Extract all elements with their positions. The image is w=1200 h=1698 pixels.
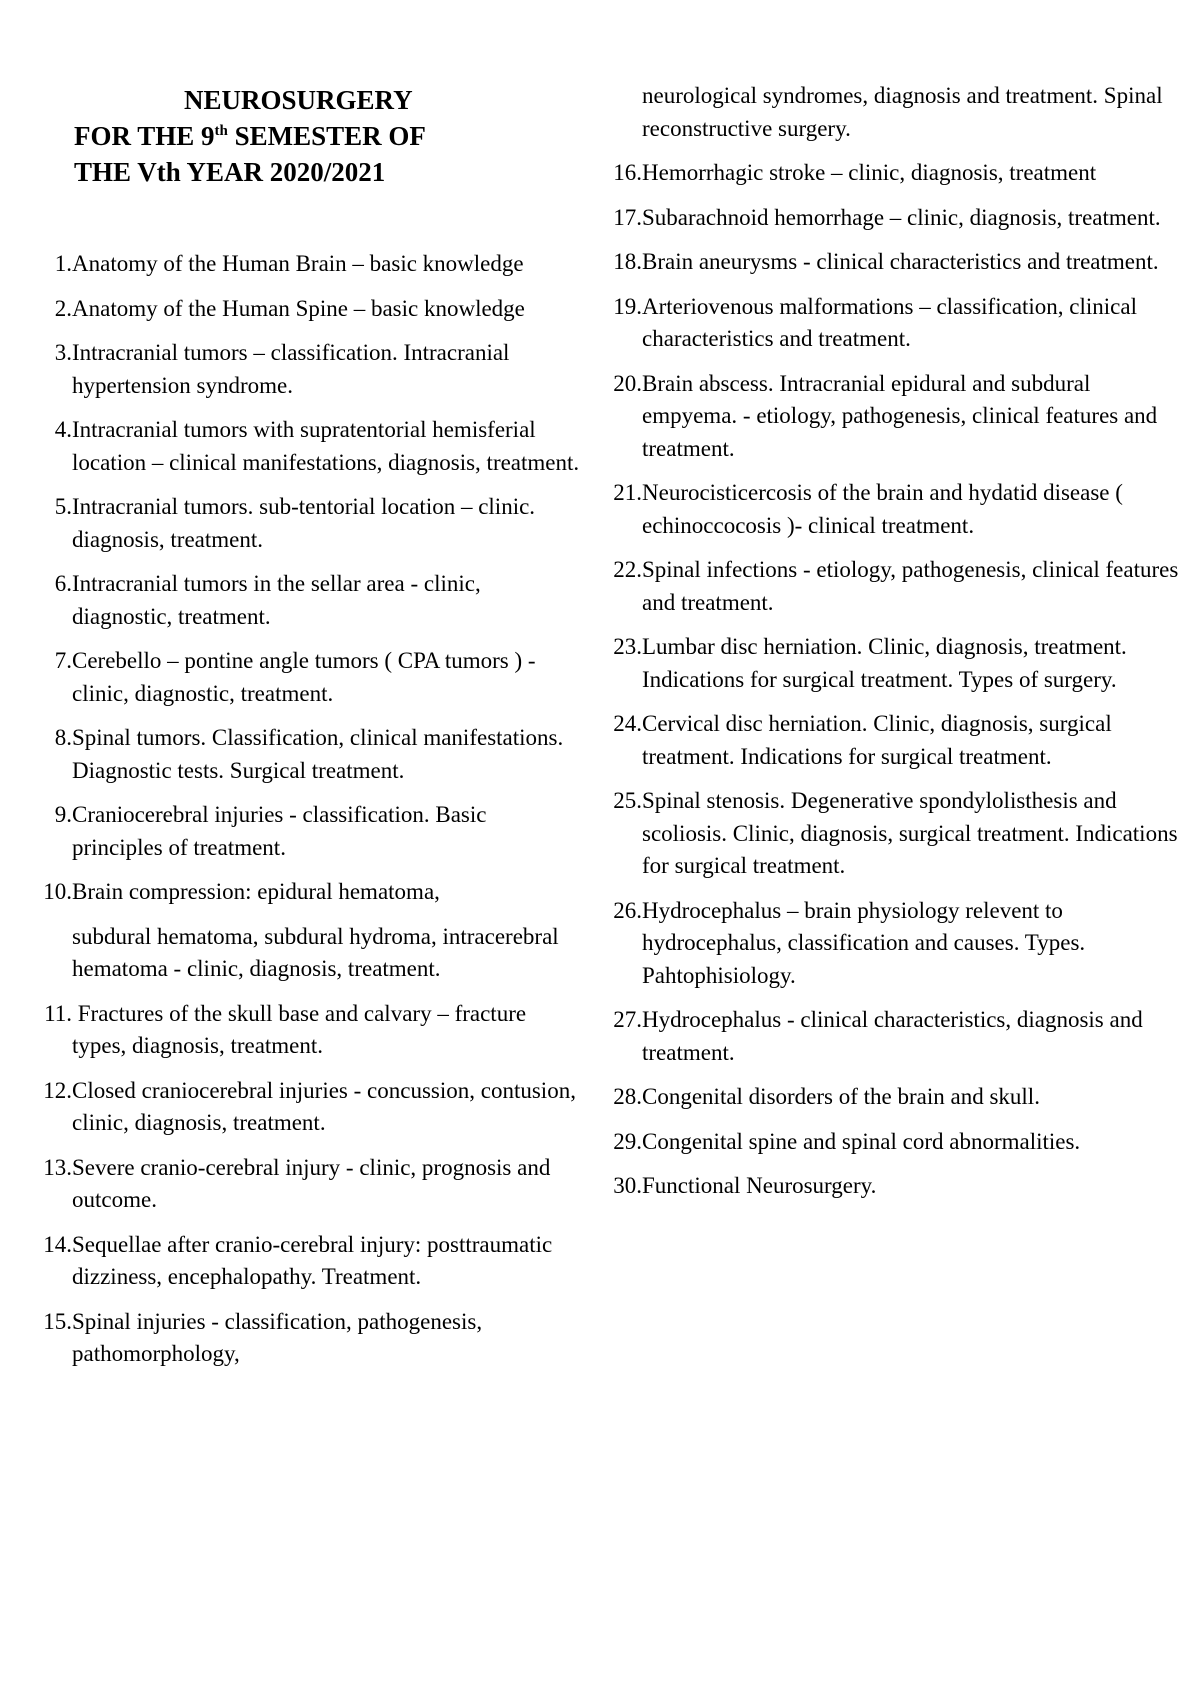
item-text: Intracranial tumors with supratentorial hemisferial location – clinical manifestations, diagnosis, treatment. (72, 417, 580, 475)
item-text: Hydrocephalus – brain physiology relevent to hydrocephalus, classification and causes. Types. Pahtophisiology. (642, 897, 1086, 988)
item-number: 18. (613, 249, 642, 274)
item-text: Spinal infections - etiology, pathogenesis, clinical features and treatment. (642, 557, 1179, 615)
item-text: Sequellae after cranio-cerebral injury: posttraumatic dizziness, encephalopathy. Treatment. (72, 1231, 553, 1289)
list-item (20, 722, 580, 787)
list-item (590, 708, 1180, 773)
item-number: 12. (43, 1077, 72, 1103)
list-item (590, 895, 1180, 993)
list-item (20, 491, 580, 556)
list-item (590, 1170, 1180, 1203)
list-item (590, 1126, 1180, 1159)
item-number: 29. (613, 1128, 642, 1154)
item-number: 26. (613, 897, 642, 923)
item-text: Congenital disorders of the brain and skull. (642, 1084, 1040, 1109)
item-number: 3. (54, 340, 72, 365)
item-number: 20. (613, 370, 642, 396)
item-text: Cervical disc herniation. Clinic, diagnosis, surgical treatment. Indications for surgical treatment. (642, 711, 1112, 769)
list-item (20, 293, 580, 326)
item-number: 9. (54, 802, 72, 827)
list-item (590, 631, 1180, 696)
item-number: 14. (43, 1231, 72, 1257)
list-item (20, 876, 580, 986)
item-text: Intracranial tumors. sub-tentorial location – clinic. diagnosis, treatment. (72, 494, 536, 552)
topic-list-right (590, 80, 1180, 1215)
item-text: Spinal injuries - classification, pathogenesis, pathomorphology, (72, 1308, 483, 1366)
list-item (20, 1306, 580, 1371)
item-number: 2. (54, 295, 72, 321)
title-line-3: THE Vth YEAR 2020/2021 (74, 157, 386, 187)
item-text: Fractures of the skull base and calvary – fracture types, diagnosis, treatment. (72, 1000, 532, 1058)
item-number: 30. (613, 1173, 642, 1198)
list-item (590, 1004, 1180, 1069)
list-item (590, 291, 1180, 356)
list-item (590, 1081, 1180, 1114)
item-number: 5. (54, 494, 72, 519)
item-number: 21. (613, 480, 642, 505)
list-item (20, 414, 580, 479)
item-text: Congenital spine and spinal cord abnormalities. (642, 1128, 1081, 1154)
list-item (590, 246, 1180, 279)
item-text: Cerebello – pontine angle tumors ( CPA tumors ) - clinic, diagnostic, treatment. (72, 648, 536, 706)
list-item (590, 368, 1180, 466)
list-item (590, 157, 1180, 190)
item-text: Spinal tumors. Classification, clinical manifestations. Diagnostic tests. Surgical treatment. (72, 725, 564, 783)
item-number: 17. (613, 204, 642, 230)
item-number: 13. (43, 1154, 72, 1180)
item-text: Closed craniocerebral injuries - concussion, contusion, clinic, diagnosis, treatment. (72, 1077, 576, 1135)
item-text: Hydrocephalus - clinical characteristics, diagnosis and treatment. (642, 1007, 1143, 1065)
title-line-2 (74, 118, 554, 154)
item-text: Hemorrhagic stroke – clinic, diagnosis, treatment (642, 160, 1097, 185)
item-text: Arteriovenous malformations – classification, clinical characteristics and treatment. (642, 293, 1137, 351)
item-text: Intracranial tumors in the sellar area - clinic, diagnostic, treatment. (72, 571, 481, 629)
item-number: 11. (44, 1000, 72, 1026)
item-number: 22. (613, 557, 642, 582)
item-number: 10. (43, 879, 72, 904)
list-item (20, 645, 580, 710)
item-number: 28. (613, 1084, 642, 1109)
title-ordinal-suffix: th (214, 123, 228, 139)
item-15-continuation: neurological syndromes, diagnosis and treatment. Spinal reconstructive surgery. (642, 83, 1163, 141)
item-number: 24. (613, 711, 642, 736)
item-number: 23. (613, 634, 642, 659)
item-number: 6. (54, 571, 72, 596)
item-text: Anatomy of the Human Brain – basic knowledge (72, 251, 524, 276)
item-text: Brain abscess. Intracranial epidural and subdural empyema. - etiology, pathogenesis, clinical features and treatment. (642, 370, 1158, 461)
list-item (20, 799, 580, 864)
item-text-line-1: Brain compression: epidural hematoma, (72, 879, 440, 904)
list-item (20, 568, 580, 633)
list-item (20, 337, 580, 402)
item-text: Severe cranio-cerebral injury - clinic, prognosis and outcome. (72, 1154, 551, 1212)
item-number: 15. (43, 1308, 72, 1334)
list-item (20, 248, 580, 281)
item-text-line-2: subdural hematoma, subdural hydroma, intracerebral hematoma - clinic, diagnosis, treatment. (72, 923, 559, 981)
item-text: Functional Neurosurgery. (642, 1173, 877, 1198)
list-item (20, 1075, 580, 1140)
list-item (590, 202, 1180, 235)
item-number: 4. (54, 417, 72, 442)
item-number: 7. (54, 648, 72, 673)
item-text: Craniocerebral injuries - classification. Basic principles of treatment. (72, 802, 487, 860)
document-title (74, 82, 554, 190)
item-text: Anatomy of the Human Spine – basic knowledge (72, 295, 525, 321)
item-text: Neurocisticercosis of the brain and hydatid disease ( echinoccocosis )- clinical treatment. (642, 480, 1123, 538)
title-line-2-pre: FOR THE 9 (74, 121, 215, 151)
item-text: Spinal stenosis. Degenerative spondylolisthesis and scoliosis. Clinic, diagnosis, surgical treatment. Indications for surgical treatment. (642, 788, 1178, 878)
item-text: Subarachnoid hemorrhage – clinic, diagnosis, treatment. (642, 204, 1161, 230)
list-item (590, 477, 1180, 542)
list-item (20, 1152, 580, 1217)
list-item (590, 785, 1180, 883)
list-item (20, 1229, 580, 1294)
title-line-2-post: SEMESTER OF (227, 121, 426, 151)
item-text: Lumbar disc herniation. Clinic, diagnosis, treatment. Indications for surgical treatment. Types of surgery. (642, 634, 1127, 692)
list-item (20, 998, 580, 1063)
item-text (72, 876, 580, 986)
item-text: Brain aneurysms - clinical characteristics and treatment. (642, 249, 1159, 274)
item-text: Intracranial tumors – classification. Intracranial hypertension syndrome. (72, 340, 510, 398)
item-number: 27. (613, 1007, 642, 1032)
item-number: 25. (613, 788, 642, 813)
item-number: 8. (54, 725, 72, 750)
list-item (590, 554, 1180, 619)
topic-list-left (20, 248, 580, 1383)
item-number: 19. (613, 293, 642, 319)
item-number: 1. (54, 251, 72, 276)
item-number: 16. (613, 160, 642, 185)
title-line-1: NEUROSURGERY (184, 85, 413, 115)
